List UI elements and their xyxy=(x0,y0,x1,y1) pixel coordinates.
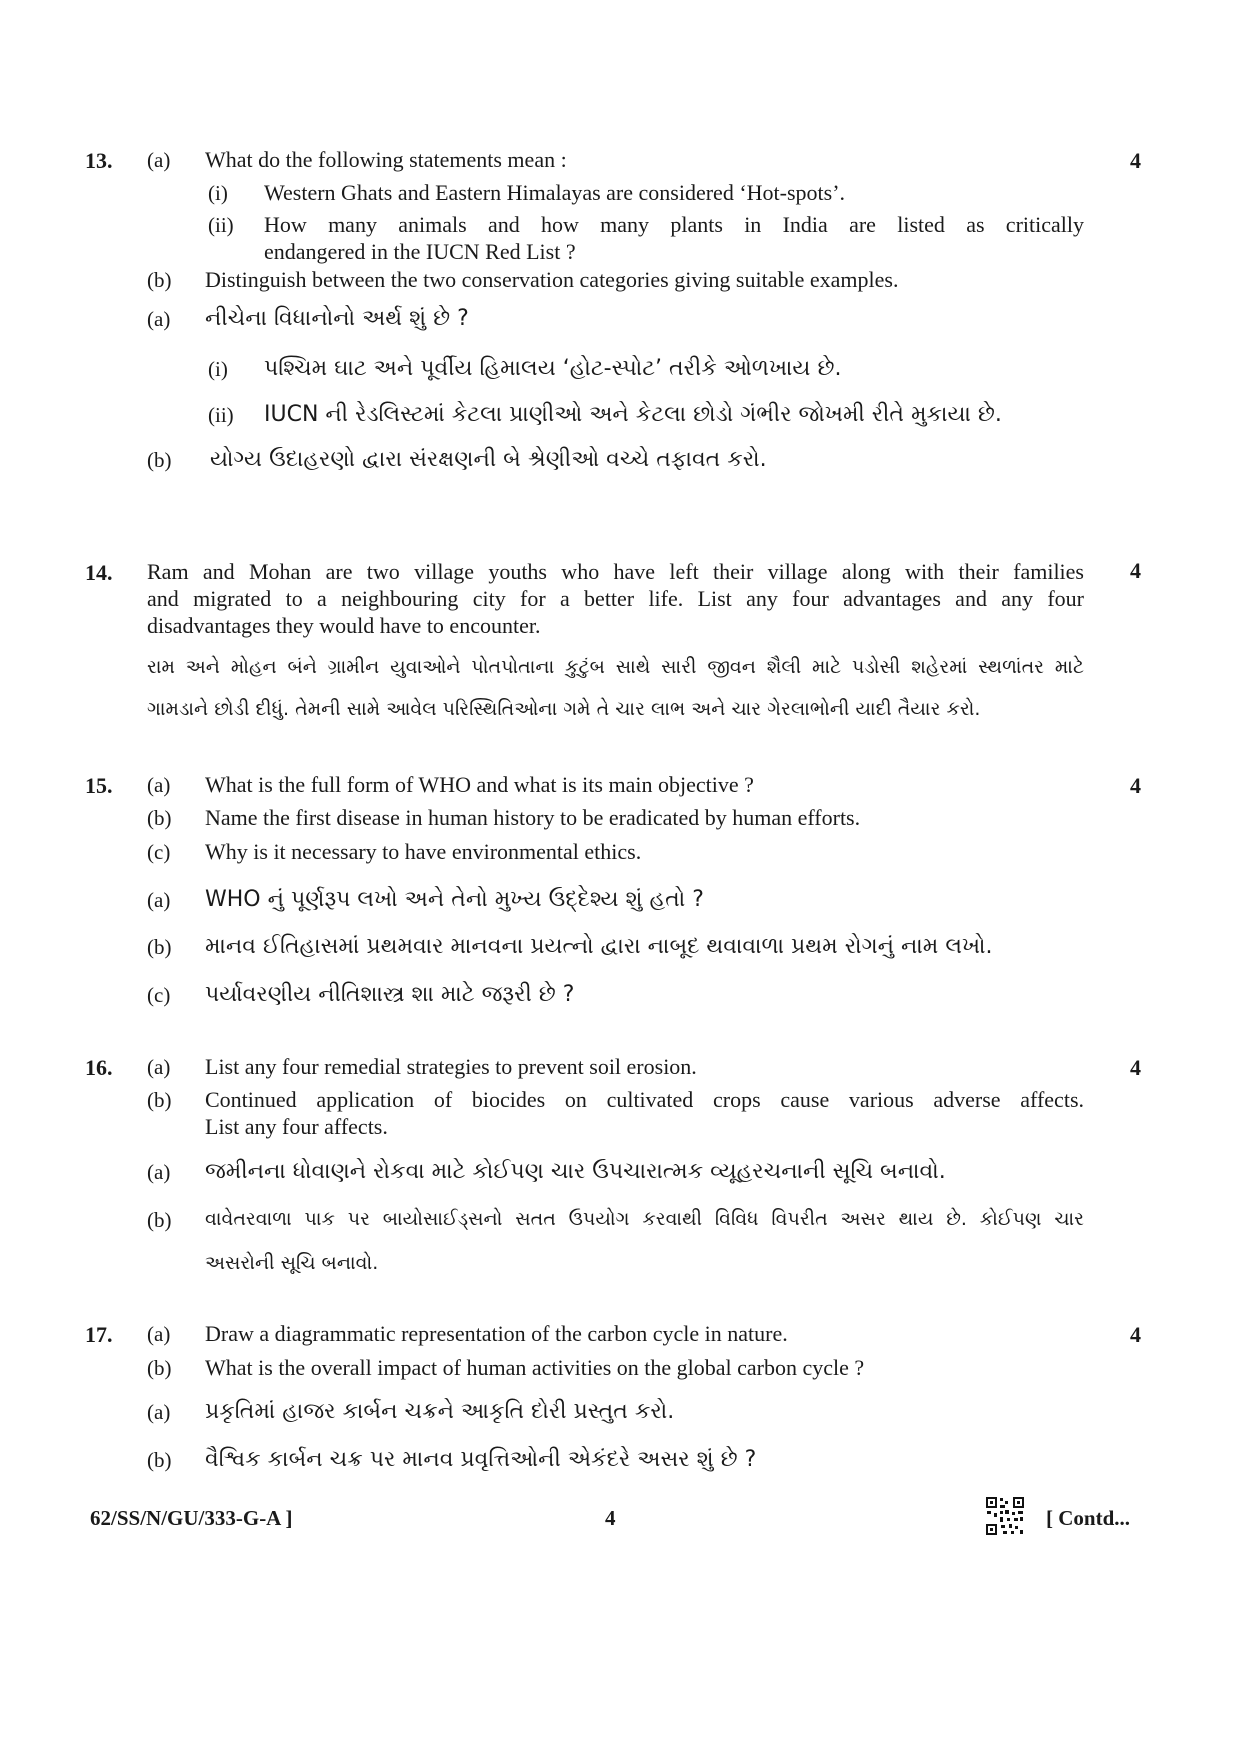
question-text-gujarati: માનવ ઈતિહાસમાં પ્રથમવાર માનવના પ્રયત્નો દ્વારા નાબૂદ થવાવાળા પ્રથમ રોગનું નામ લખો. xyxy=(205,934,993,959)
part-label: (a) xyxy=(147,773,171,797)
question-text: Distinguish between the two conservation categories giving suitable examples. xyxy=(205,267,899,292)
question-text: What is the overall impact of human activities on the global carbon cycle ? xyxy=(205,1355,865,1380)
part-label: (b) xyxy=(147,1356,172,1380)
part-label: (a) xyxy=(147,1322,171,1346)
part-label: (b) xyxy=(147,1208,172,1232)
subpart-label: (i) xyxy=(208,357,228,381)
question-number: 16. xyxy=(85,1055,113,1080)
question-text: disadvantages they would have to encounter. xyxy=(147,613,541,638)
part-label: (b) xyxy=(147,448,172,472)
part-label: (a) xyxy=(147,888,171,912)
marks: 4 xyxy=(1130,148,1141,173)
subpart-label: (ii) xyxy=(208,403,234,427)
part-label: (b) xyxy=(147,1088,172,1112)
question-text-gujarati: જમીનના ધોવાણને રોકવા માટે કોઈપણ ચાર ઉપચારાત્મક વ્યૂહરચનાની સૂચિ બનાવો. xyxy=(205,1159,946,1184)
part-label: (b) xyxy=(147,268,172,292)
question-text-gujarati: વાવેતરવાળા પાક પર બાયોસાઈડ્સનો સતત ઉપયોગ કરવાથી વિવિધ વિપરીત અસર થાય છે. કોઈપણ ચાર xyxy=(205,1208,1084,1230)
question-text-gujarati: પર્યાવરણીય નીતિશાસ્ત્ર શા માટે જરૂરી છે ? xyxy=(205,982,575,1007)
question-text: Ram and Mohan are two village youths who have left their village along with their families xyxy=(147,559,1084,584)
question-text: What do the following statements mean : xyxy=(205,147,567,172)
part-label: (b) xyxy=(147,806,172,830)
marks: 4 xyxy=(1130,558,1141,583)
question-number: 13. xyxy=(85,148,113,173)
part-label: (c) xyxy=(147,840,171,864)
question-text-gujarati: પશ્ચિમ ઘાટ અને પૂર્વીય હિમાલય ‘હોટ-સ્પોટ’ તરીકે ઓળખાય છે. xyxy=(264,356,842,381)
question-number: 14. xyxy=(85,560,113,585)
question-text-gujarati: નીચેના વિધાનોનો અર્થ શું છે ? xyxy=(205,306,469,331)
question-text: Continued application of biocides on cultivated crops cause various adverse affects. xyxy=(205,1087,1084,1112)
part-label: (a) xyxy=(147,148,171,172)
part-label: (b) xyxy=(147,1448,172,1472)
question-text-gujarati: અસરોની સૂચિ બનાવો. xyxy=(205,1252,379,1274)
continued-label: [ Contd... xyxy=(1046,1506,1131,1530)
question-text: List any four affects. xyxy=(205,1114,388,1139)
question-number: 15. xyxy=(85,773,113,798)
part-label: (c) xyxy=(147,983,171,1007)
question-text: Why is it necessary to have environmental ethics. xyxy=(205,839,642,864)
question-text: How many animals and how many plants in India are listed as critically xyxy=(264,212,1084,237)
question-text: What is the full form of WHO and what is its main objective ? xyxy=(205,772,754,797)
question-text: and migrated to a neighbouring city for a better life. List any four advantages and any four xyxy=(147,586,1084,611)
question-text-gujarati: યોગ્ય ઉદાહરણો દ્વારા સંરક્ષણની બે શ્રેણીઓ વચ્ચે તફાવત કરો. xyxy=(210,447,767,472)
question-text-gujarati: વૈશ્વિક કાર્બન ચક્ર પર માનવ પ્રવૃત્તિઓની એકંદરે અસર શું છે ? xyxy=(205,1447,757,1472)
question-text-gujarati: WHO નું પૂર્ણરૂપ લખો અને તેનો મુખ્ય ઉદ્દેશ્ય શું હતો ? xyxy=(205,887,704,912)
paper-code: 62/SS/N/GU/333-G-A ] xyxy=(90,1506,293,1530)
qr-code-icon xyxy=(985,1496,1025,1536)
question-text-gujarati: IUCN ની રેડલિસ્ટમાં કેટલા પ્રાણીઓ અને કેટલા છોડો ગંભીર જોખમી રીતે મુકાયા છે. xyxy=(264,402,1002,427)
part-label: (a) xyxy=(147,1400,171,1424)
question-text: Draw a diagrammatic representation of the carbon cycle in nature. xyxy=(205,1321,788,1346)
marks: 4 xyxy=(1130,773,1141,798)
page-number: 4 xyxy=(605,1506,616,1530)
marks: 4 xyxy=(1130,1055,1141,1080)
part-label: (a) xyxy=(147,1160,171,1184)
question-text: Western Ghats and Eastern Himalayas are considered ‘Hot-spots’. xyxy=(264,180,846,205)
subpart-label: (ii) xyxy=(208,213,234,237)
part-label: (a) xyxy=(147,1055,171,1079)
subpart-label: (i) xyxy=(208,181,228,205)
question-text: Name the first disease in human history to be eradicated by human efforts. xyxy=(205,805,861,830)
part-label: (b) xyxy=(147,935,172,959)
marks: 4 xyxy=(1130,1322,1141,1347)
question-number: 17. xyxy=(85,1322,113,1347)
question-text: endangered in the IUCN Red List ? xyxy=(264,239,576,264)
question-text-gujarati: પ્રકૃતિમાં હાજર કાર્બન ચક્રને આકૃતિ દોરી પ્રસ્તુત કરો. xyxy=(205,1399,675,1424)
question-text-gujarati: ગામડાને છોડી દીધું. તેમની સામે આવેલ પરિસ્થિતિઓના ગમે તે ચાર લાભ અને ચાર ગેરલાભોની યાદી તૈયાર કરો. xyxy=(147,698,981,720)
question-text-gujarati: રામ અને મોહન બંને ગ્રામીન યુવાઓને પોતપોતાના કુટુંબ સાથે સારી જીવન શૈલી માટે પડોસી શહેરમાં સ્થળાંતર માટે xyxy=(147,656,1084,678)
question-text: List any four remedial strategies to prevent soil erosion. xyxy=(205,1054,697,1079)
part-label: (a) xyxy=(147,307,171,331)
